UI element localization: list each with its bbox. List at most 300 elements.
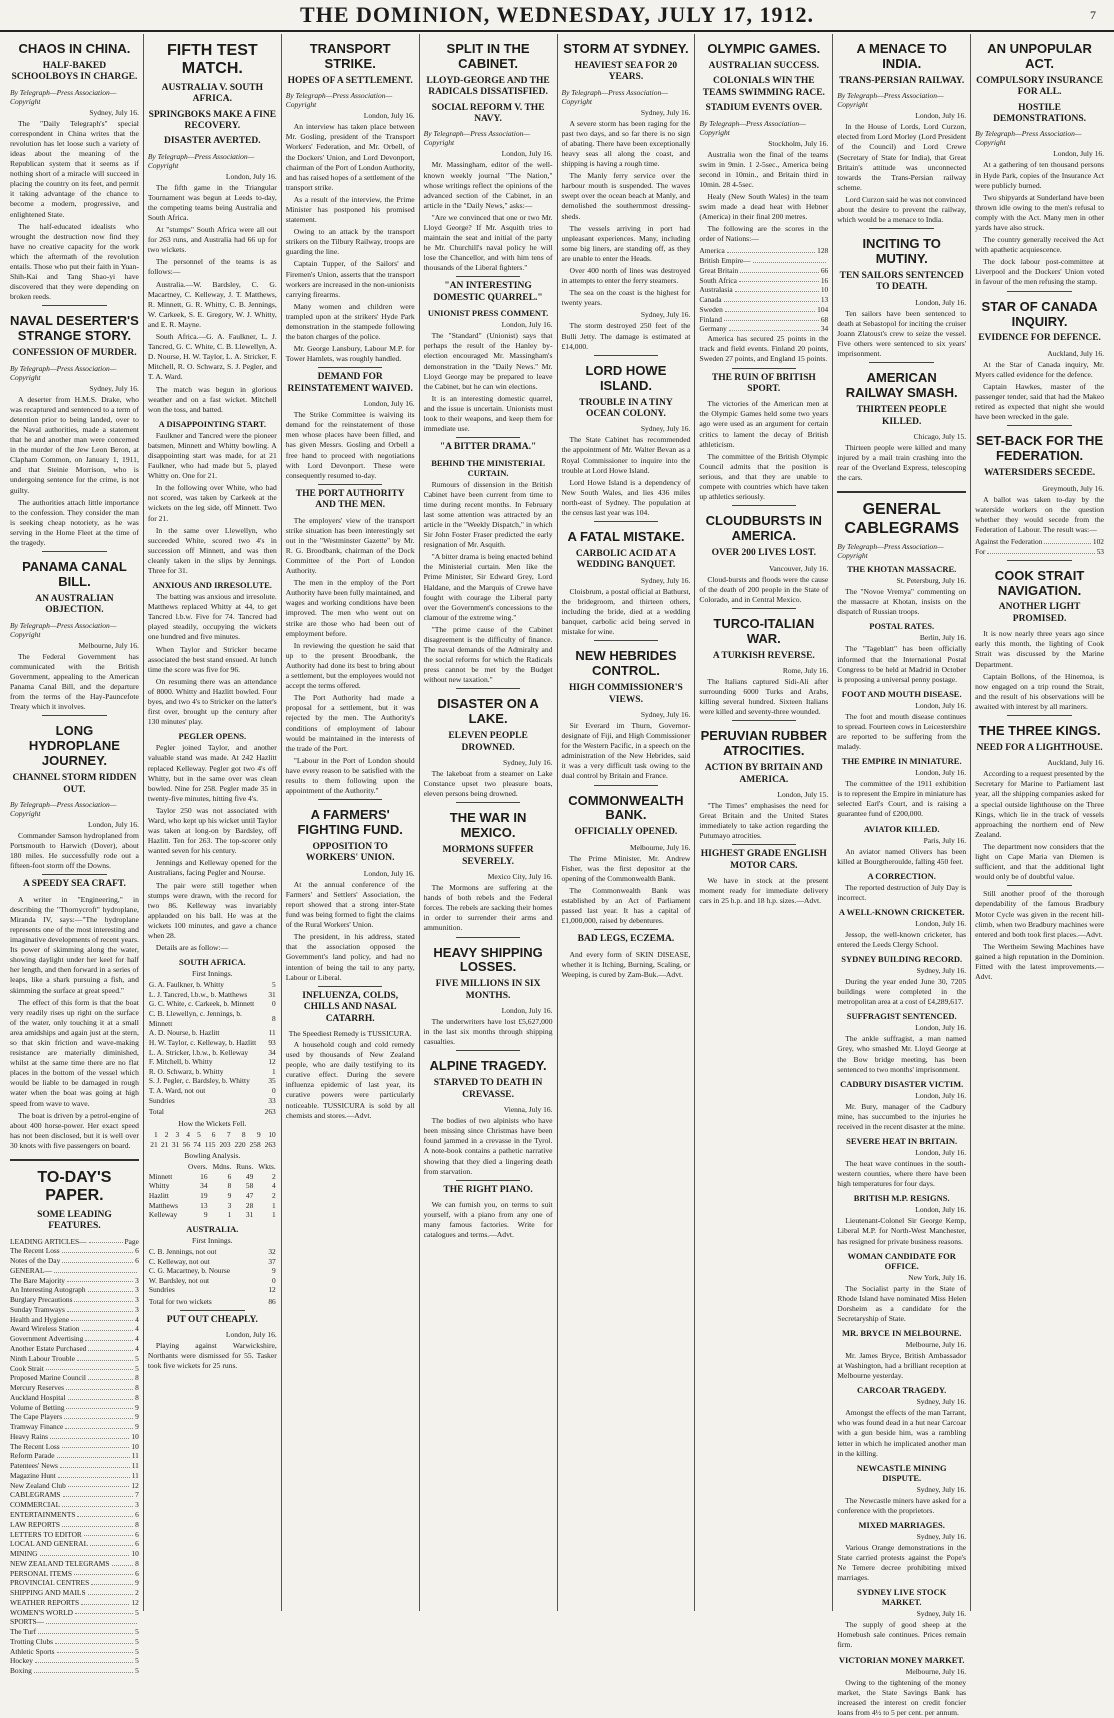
bowling-figure: 58 bbox=[245, 1181, 254, 1191]
item-label: Finland bbox=[699, 314, 722, 324]
section-subhead: PEGLER OPENS. bbox=[178, 731, 247, 742]
wicket-number: 4 bbox=[186, 1129, 190, 1139]
paragraph: The men in the employ of the Port Authority have been fully maintained, and wages and working conditions have been improved. The men who went out on strike are those who had been out of employment before. bbox=[285, 578, 415, 638]
page-number: 7 bbox=[1090, 7, 1096, 22]
subheadline: COMPULSORY INSURANCE FOR ALL. bbox=[976, 75, 1103, 98]
paragraph: The country generally received the Act with apathetic acquiescence. bbox=[975, 235, 1104, 255]
divider bbox=[318, 367, 382, 368]
bowler-name: Whitty bbox=[148, 1181, 170, 1191]
item-label: America bbox=[699, 246, 725, 256]
item-label: LEADING ARTICLES— bbox=[10, 1236, 87, 1246]
subheadline: CONFESSION OF MURDER. bbox=[12, 348, 137, 359]
bowling-figure: 2 bbox=[272, 1191, 276, 1201]
section-subhead: SUFFRAGIST SENTENCED. bbox=[846, 1011, 957, 1022]
divider bbox=[732, 368, 796, 369]
wicket-number: 8 bbox=[241, 1129, 246, 1139]
paragraph: It is an interesting domestic quarrel, and the issue is uncertain. Unionists must look to their weapons, and keep them for immediate use. bbox=[423, 393, 553, 434]
item-label: Hockey bbox=[10, 1656, 33, 1666]
advert-heading: INFLUENZA, COLDS, CHILLS AND NASAL CATARRH. bbox=[302, 990, 399, 1024]
bowling-figure: 47 bbox=[245, 1191, 254, 1201]
table-row bbox=[148, 1201, 277, 1211]
table-row bbox=[148, 1210, 277, 1220]
table-row bbox=[148, 980, 277, 990]
paragraph: The foot and mouth disease continues to spread. Fourteen cows in Leicestershire are reported to be suffering from the malady. bbox=[837, 711, 967, 752]
paragraph: The Federal Government has communicated with the British Government, appealing to the American Panama Canal Bill, and the departure from the terms of the Hay-Pauncefote Treaty which it involves. bbox=[10, 651, 139, 712]
paragraph: The "Standard" (Unionist) says that perhaps the result of the Hanley by-election encouraged Mr. Massingham's demonstration in the "Daily News." Mr. Lloyd George may be prepared to leave the Cabinet, but he can win elections. bbox=[423, 331, 553, 391]
divider bbox=[456, 688, 520, 689]
item-value: 66 bbox=[820, 265, 829, 275]
dateline: London, July 16. bbox=[88, 819, 139, 829]
divider bbox=[732, 844, 796, 845]
paragraph: The employers' view of the transport strike situation has been interestingly set out in the "Westminster Gazette" by Mr. R. G. Broodbank, chairman of the Dock Committee of the Port of London Authority. bbox=[285, 515, 415, 576]
divider bbox=[456, 1180, 520, 1181]
section-subhead: WOMAN CANDIDATE FOR OFFICE. bbox=[847, 1250, 956, 1271]
paragraph: "The prime cause of the Cabinet disagreement is the difficulty of finance. The naval demands of the Admiralty and the social reforms for which the Radicals press cannot be met by the Budget without new taxation." bbox=[423, 624, 553, 685]
batsman-name: L. J. Tancred, l.b.w., b. Matthews bbox=[148, 989, 248, 999]
bowling-figure: 49 bbox=[245, 1171, 254, 1181]
subheadline: NEED FOR A LIGHTHOUSE. bbox=[976, 742, 1103, 753]
divider bbox=[456, 437, 520, 438]
total-label: Total bbox=[148, 1107, 164, 1117]
section-subhead: SYDNEY BUILDING RECORD. bbox=[841, 954, 963, 965]
paragraph: The following are the scores in the order of Nations:— bbox=[699, 224, 829, 244]
bowling-figure: 31 bbox=[245, 1210, 254, 1220]
item-label: Boxing bbox=[10, 1666, 32, 1676]
item-value: 4 bbox=[135, 1314, 139, 1324]
leader-dots bbox=[74, 1295, 133, 1302]
bowler-name: Minnett bbox=[148, 1171, 173, 1181]
item-value: 128 bbox=[817, 246, 829, 256]
masthead bbox=[0, 0, 1114, 32]
leader-dots bbox=[88, 1373, 133, 1380]
list-item bbox=[699, 266, 828, 276]
headline: INCITING TO MUTINY. bbox=[862, 236, 941, 267]
leader-dots bbox=[84, 1530, 133, 1537]
item-value: 8 bbox=[135, 1383, 139, 1393]
paragraph: Lord Howe Island is a dependency of New South Wales, and lies 436 miles north-east of Sydney. The population at the census last year was 104. bbox=[561, 477, 691, 517]
paragraph: The Mormons are suffering at the hands of both rebels and the Federal forces. The rebels are sacking their homes in order to surrender their arms and ammunition. bbox=[423, 883, 553, 933]
paragraph: In the House of Lords, Lord Curzon, elected from Lord Morley (Lord President of the Council) and Lord Crewe (Secretary of State for India), that Great Britain's attitude was unconnected towards the Trans-Persian railway scheme. bbox=[837, 122, 967, 192]
leader-dots bbox=[90, 1539, 133, 1546]
leader-dots bbox=[74, 1569, 133, 1576]
dateline: London, July 16. bbox=[915, 1205, 967, 1215]
column-6 bbox=[695, 34, 833, 1611]
item-label: Award Wireless Station bbox=[10, 1324, 80, 1334]
leader-dots bbox=[740, 266, 819, 273]
item-label: PERSONAL ITEMS bbox=[10, 1568, 72, 1578]
headline: HEAVY SHIPPING LOSSES. bbox=[433, 944, 543, 975]
list-item bbox=[10, 1276, 139, 1286]
leader-dots bbox=[66, 1383, 133, 1390]
wicket-score: 258 bbox=[249, 1139, 261, 1149]
byline: By Telegraph—Press Association—Copyright bbox=[10, 87, 117, 106]
leader-dots bbox=[112, 1559, 134, 1566]
paragraph: The Manly ferry service over the harbour mouth is suspended. The waves swept over the ocean beach at Manly, and demolished the southernmost dressing-sheds. bbox=[561, 171, 691, 221]
leader-dots bbox=[46, 1617, 137, 1624]
paragraph: At the annual conference of the Farmers' and Settlers' Association, the report showed that a strong inter-State fund was being formed to fight the claims of the Rural Workers' Union. bbox=[285, 879, 415, 930]
dateline: London, July 16. bbox=[915, 1090, 967, 1100]
item-label: MINING bbox=[10, 1549, 38, 1559]
item-label: SPORTS— bbox=[10, 1617, 45, 1627]
headline: COOK STRAIT NAVIGATION. bbox=[994, 567, 1085, 598]
section-subhead: CARCOAR TRAGEDY. bbox=[857, 1385, 947, 1396]
batsman-name: G. A. Faulkner, b. Whitty bbox=[148, 980, 224, 990]
leader-dots bbox=[40, 1549, 130, 1556]
item-value: 7 bbox=[135, 1490, 139, 1500]
batsman-runs: 33 bbox=[268, 1095, 276, 1105]
item-label: Magazine Hunt bbox=[10, 1470, 56, 1480]
paragraph: Sir Everard im Thurn, Governor-designate of Fiji, and High Commissioner for the Western Pacific, in a speech on the administration of the New Hebrides, said it was a very difficult task owing to the dual control by Britain and France. bbox=[561, 720, 691, 781]
wicket-score: 74 bbox=[193, 1139, 201, 1149]
batsman-runs: 12 bbox=[268, 1057, 276, 1067]
paragraph: The bodies of two alpinists who have been missing since Christmas have been found jammed in a crevasse in the Tyrol. A note-book contains a pathetic narrative showing that they died a lingering death from starvation. bbox=[423, 1116, 553, 1176]
headline: TURCO-ITALIAN WAR. bbox=[713, 615, 815, 646]
paragraph: Lieutenant-Colonel Sir George Kemp, Liberal M.P. for North-West Manchester, has resigned for private business reasons. bbox=[837, 1216, 967, 1246]
header-cell bbox=[148, 1162, 184, 1172]
leader-dots bbox=[88, 1344, 133, 1351]
column-5 bbox=[558, 34, 696, 1611]
ballot-result bbox=[975, 537, 1104, 557]
item-label: ENTERTAINMENTS bbox=[10, 1510, 76, 1519]
column-1 bbox=[6, 34, 144, 1676]
batsman-runs: 32 bbox=[268, 1246, 276, 1256]
subheadline: COLONIALS WIN THE TEAMS SWIMMING RACE. bbox=[702, 76, 825, 98]
batsman-name: C. G. Macartney, b. Nourse bbox=[148, 1266, 231, 1276]
leader-dots bbox=[66, 1403, 133, 1410]
list-item bbox=[10, 1432, 139, 1442]
item-value: 11 bbox=[131, 1470, 139, 1480]
scorecard-australia bbox=[148, 1247, 277, 1295]
divider bbox=[42, 874, 106, 875]
bowling-figure: 2 bbox=[272, 1171, 276, 1181]
paragraph: The Prime Minister, Mr. Andrew Fisher, was the first depositor at the opening of the Commonwealth Bank. bbox=[561, 853, 691, 883]
list-item bbox=[10, 1500, 139, 1510]
item-value: 5 bbox=[135, 1646, 139, 1656]
section-subhead: VICTORIAN MONEY MARKET. bbox=[838, 1654, 965, 1665]
table-row bbox=[148, 1067, 277, 1077]
paragraph: South Africa.—G. A. Faulkner, L. J. Tancred, G. C. White, C. B. Llewellyn, A. D. Nourse, H. W. Taylor, L. A. Stricker, F. Mitchell, R. O. Schwarz, S. J. Pegler, and T. A. Ward. bbox=[147, 332, 277, 382]
subheadline: CHANNEL STORM RIDDEN OUT. bbox=[12, 773, 137, 795]
table-row bbox=[148, 1285, 277, 1295]
divider bbox=[594, 521, 658, 522]
item-value: 6 bbox=[135, 1539, 139, 1549]
paragraph: The Port Authority had made a proposal for a settlement, but it was rejected by the men. The Authority's conditions of employment of labour would be maintained in the interests of the trade of the Port. bbox=[285, 693, 415, 753]
batsman-runs: 93 bbox=[268, 1037, 276, 1047]
wicket-score: 115 bbox=[204, 1139, 216, 1149]
headline: SET-BACK FOR THE FEDERATION. bbox=[976, 433, 1104, 464]
leader-dots bbox=[62, 1520, 133, 1527]
item-label: Ninth Labour Trouble bbox=[10, 1353, 75, 1363]
section-subhead: POSTAL RATES. bbox=[869, 621, 935, 632]
item-value: 5 bbox=[135, 1666, 139, 1676]
batsman-name: Sundries bbox=[148, 1095, 175, 1105]
wicket-number: 3 bbox=[175, 1129, 180, 1139]
paragraph: Faulkner and Tancred were the pioneer batsmen, Minnett and Whitty bowling. A disappointing start was made, for at 21 Faulkner, who had made but 5, played Whitty on. One for 21. bbox=[147, 430, 277, 481]
batsman-runs: 31 bbox=[268, 989, 276, 999]
item-value: 102 bbox=[1092, 537, 1104, 547]
paragraph: The president, in his address, stated that the association opposed the Government's land policy, and had no intention of being the tail to any party, Labour or Liberal. bbox=[285, 932, 415, 982]
paragraph: Jennings and Kelleway opened for the Australians, facing Pegler and Nourse. bbox=[147, 858, 277, 878]
paragraph: Various Orange demonstrations in the State carried protests against the Pope's Ne Temere decree prohibiting mixed marriages. bbox=[837, 1542, 967, 1583]
dateline: London, July 16. bbox=[225, 171, 277, 181]
batsman-runs: 9 bbox=[272, 1266, 276, 1276]
table-row bbox=[148, 1076, 277, 1086]
paragraph: During the year ended June 30, 7205 buildings were completed in the metropolitan area at a cost of £4,289,617. bbox=[837, 977, 967, 1007]
advert-heading: THE RIGHT PIANO. bbox=[443, 1184, 533, 1195]
subheadline: SOME LEADING FEATURES. bbox=[37, 1209, 112, 1232]
column-2 bbox=[144, 34, 282, 1611]
list-item bbox=[10, 1246, 139, 1256]
paragraph: The "Tageblatt" has been officially informed that the International Postal Congress to be held at Madrid in October is proposing a universal penny postage. bbox=[837, 644, 967, 684]
item-value: 4 bbox=[135, 1334, 139, 1344]
dateline: Rome, July 16. bbox=[782, 666, 829, 676]
team-heading: AUSTRALIA. bbox=[186, 1223, 239, 1234]
subheadline: PUT OUT CHEAPLY. bbox=[166, 1314, 258, 1325]
subheadline: HALF-BAKED SCHOOLBOYS IN CHARGE. bbox=[11, 60, 138, 83]
paragraph: "The Times" emphasises the need for Great Britain and the United States immediately to take action regarding the Putumayo atrocities. bbox=[699, 801, 829, 841]
item-value: 11 bbox=[131, 1451, 139, 1461]
item-value: 2 bbox=[135, 1588, 139, 1598]
list-item bbox=[10, 1559, 139, 1569]
paragraph: Mr. Massingham, editor of the well-known weekly journal "The Nation," whose writings reflect the opinions of the advanced section of the Cabinet, in an article in the "Daily News," asks:— bbox=[423, 160, 553, 210]
item-label: The Turf bbox=[10, 1627, 37, 1637]
paragraph: At a gathering of ten thousand persons in Hyde Park, copies of the Insurance Act were publicly burned. bbox=[975, 160, 1104, 190]
headline: PERUVIAN RUBBER ATROCITIES. bbox=[700, 728, 828, 759]
batsman-name: A. D. Nourse, b. Hazlitt bbox=[148, 1028, 220, 1038]
subheadline: CARBOLIC ACID AT A WEDDING BANQUET. bbox=[575, 549, 677, 571]
list-item bbox=[975, 547, 1104, 557]
headline: THE WAR IN MEXICO. bbox=[449, 810, 527, 841]
list-item bbox=[10, 1637, 139, 1647]
batsman-name: R. O. Schwarz, b. Whitty bbox=[148, 1066, 224, 1076]
dateline: Melbourne, July 16. bbox=[905, 1666, 967, 1676]
table-row bbox=[148, 990, 277, 1000]
item-label: COMMERCIAL bbox=[10, 1500, 61, 1510]
headline: STAR OF CANADA INQUIRY. bbox=[981, 298, 1098, 329]
section-subhead: THE EMPIRE IN MINIATURE. bbox=[841, 756, 962, 767]
subheadline: ANOTHER LIGHT PROMISED. bbox=[998, 602, 1081, 624]
item-label: CABLEGRAMS bbox=[10, 1490, 61, 1500]
scorecard-south-africa bbox=[148, 980, 277, 1105]
section-subhead: BRITISH M.P. RESIGNS. bbox=[853, 1193, 950, 1204]
item-label: Reform Parade bbox=[10, 1451, 55, 1461]
item-label: PROVINCIAL CENTRES bbox=[10, 1578, 90, 1588]
paragraph: The pair were still together when stumps were drawn, with the record for two 86. Kelleway was invariably applauded on his ball. He was at the wickets 100 minutes, and gave a chance when 28. bbox=[147, 880, 277, 941]
leader-dots bbox=[729, 324, 819, 331]
list-item bbox=[10, 1393, 139, 1403]
leader-dots bbox=[60, 1461, 130, 1468]
paragraph: Owing to an attack by the transport strikers on the Tilbury Railway, troops are guarding the line. bbox=[285, 227, 415, 257]
divider bbox=[180, 1310, 244, 1311]
item-value: 3 bbox=[135, 1295, 139, 1305]
headline: AMERICAN RAILWAY SMASH. bbox=[845, 370, 958, 401]
innings-label: First Innings. bbox=[192, 969, 233, 979]
headline: OLYMPIC GAMES. bbox=[707, 41, 821, 56]
header-cell: Mdns. bbox=[212, 1162, 232, 1172]
item-value: 9 bbox=[135, 1578, 139, 1588]
leader-dots bbox=[724, 295, 819, 302]
total-label: Total for two wickets bbox=[148, 1297, 212, 1307]
paragraph: Details are as follow:— bbox=[155, 943, 229, 953]
table-row bbox=[148, 1130, 277, 1140]
leader-dots bbox=[63, 1490, 134, 1497]
item-value: 4 bbox=[135, 1324, 139, 1334]
item-value: 6 bbox=[135, 1568, 139, 1578]
dateline: Sydney, July 16. bbox=[916, 1397, 967, 1407]
paragraph: The lakeboat from a steamer on Lake Constance upset two pleasure boats, eleven persons being drowned. bbox=[423, 769, 553, 799]
paragraph: It is now nearly three years ago since early this month, the lighting of Cook Strait was discussed by the Marine Department. bbox=[975, 629, 1104, 669]
leader-dots bbox=[88, 1285, 134, 1292]
list-item bbox=[975, 537, 1104, 547]
dateline: London, July 16. bbox=[1053, 149, 1104, 159]
subheadline: SOCIAL REFORM V. THE NAVY. bbox=[431, 102, 545, 125]
divider bbox=[732, 608, 796, 609]
wicket-number: 9 bbox=[256, 1129, 261, 1139]
dateline: London, July 16. bbox=[915, 111, 967, 121]
list-item bbox=[10, 1422, 139, 1432]
dateline: London, July 16. bbox=[501, 1006, 553, 1016]
divider bbox=[594, 640, 658, 641]
headline: FIFTH TEST MATCH. bbox=[166, 42, 258, 78]
leader-dots bbox=[62, 1442, 130, 1449]
list-item bbox=[10, 1324, 139, 1334]
bowling-figure: 4 bbox=[272, 1181, 276, 1191]
dateline: Vancouver, July 16. bbox=[768, 563, 829, 573]
item-label: New Zealand Club bbox=[10, 1480, 66, 1490]
item-value: 9 bbox=[135, 1422, 139, 1432]
subheadline: HEAVIEST SEA FOR 20 YEARS. bbox=[574, 60, 678, 83]
leader-dots bbox=[727, 246, 815, 253]
divider bbox=[456, 937, 520, 938]
masthead-title: THE DOMINION, WEDNESDAY, JULY 17, 1912. bbox=[300, 2, 814, 27]
item-label: Tramway Finance bbox=[10, 1422, 64, 1432]
subheadline: LLOYD-GEORGE AND THE RADICALS DISSATISFIED. bbox=[426, 75, 550, 98]
item-label: The Cape Players bbox=[10, 1412, 63, 1422]
subheadline: STADIUM EVENTS OVER. bbox=[705, 103, 823, 114]
divider bbox=[1007, 291, 1071, 292]
paragraph: The "Daily Telegraph's" special correspondent in China writes that the revolution has let loose such a variety of ideas about the meaning of the Republican system that it seems as if nothing short of a miracle will succeed in placing the country on its feet, and permit it taking advantage of the chance to become a modern, progressive, and enlightened State. bbox=[10, 118, 139, 219]
item-value: 53 bbox=[1096, 546, 1104, 556]
item-value: 12 bbox=[131, 1597, 139, 1607]
dateline: London, July 16. bbox=[501, 149, 553, 159]
paragraph: The batting was anxious and irresolute. Matthews replaced Whitty at 44, to get Tancred l.b.w. Five for 74. Tancred had played steadily, occupying the wickets one hundred and five minutes. bbox=[147, 592, 277, 642]
list-item bbox=[10, 1578, 139, 1588]
paragraph: The State Cabinet has recommended the appointment of Mr. Walter Bevan as a Royal Commissioner to inquire into the trouble at Lord Howe Island. bbox=[561, 435, 691, 475]
list-item bbox=[10, 1520, 139, 1530]
item-value: 12 bbox=[131, 1480, 139, 1490]
dateline: Sydney, July 16. bbox=[640, 310, 691, 320]
divider bbox=[837, 491, 966, 493]
dateline: Sydney, July 16. bbox=[89, 107, 139, 117]
headline: SPLIT IN THE CABINET. bbox=[446, 41, 530, 71]
byline: By Telegraph—Press Association—Copyright bbox=[423, 129, 531, 148]
subheadline: A SPEEDY SEA CRAFT. bbox=[22, 879, 126, 890]
item-label: NEW ZEALAND TELEGRAMS bbox=[10, 1558, 110, 1568]
leader-dots bbox=[58, 1471, 130, 1478]
table-row bbox=[148, 1048, 277, 1058]
divider bbox=[1007, 715, 1071, 716]
total-value: 263 bbox=[264, 1107, 276, 1117]
column-4 bbox=[420, 34, 558, 1611]
dateline: Auckland, July 16. bbox=[1047, 758, 1104, 768]
divider bbox=[732, 720, 796, 721]
paragraph: A deserter from H.M.S. Drake, who was recaptured and sentenced to a term of detention prior to being landed, over to the Naval authorities, made a statement that he and another man were concerned in the murder of the Jew Leon Beron, at Clapham Common, on January 1, 1911, and that Steinie Morrison, who is undergoing sentence for the crime, is not guilty. bbox=[10, 394, 139, 495]
item-value: 5 bbox=[135, 1607, 139, 1617]
dateline: Sydney, July 16. bbox=[640, 709, 691, 719]
subheadline: FIVE MILLIONS IN SIX MONTHS. bbox=[435, 979, 541, 1001]
bowling-figure: 19 bbox=[200, 1191, 208, 1201]
list-item bbox=[10, 1666, 139, 1676]
section-subhead: FOOT AND MOUTH DISEASE. bbox=[841, 688, 962, 699]
paragraph: Mr. Bury, manager of the Cadbury mine, has succumbed to the injuries he received in the recent disaster at the mine. bbox=[837, 1101, 967, 1131]
paragraph: The "Novoe Vremya" commenting on the massacre at Khotan, insists on the dispatch of Russian troops. bbox=[837, 587, 967, 617]
list-item bbox=[10, 1383, 139, 1393]
headline: GENERAL CABLEGRAMS bbox=[844, 501, 960, 537]
headline: PANAMA CANAL BILL. bbox=[22, 559, 127, 590]
wicket-number: 7 bbox=[226, 1129, 231, 1139]
table-row bbox=[148, 1057, 277, 1067]
table-row bbox=[148, 1276, 277, 1286]
headline: DISASTER ON A LAKE. bbox=[437, 696, 539, 727]
batsman-name: S. J. Pegler, c. Bardsley, b. Whitty bbox=[148, 1076, 250, 1086]
wicket-number: 2 bbox=[164, 1129, 169, 1139]
team-heading: SOUTH AFRICA. bbox=[179, 957, 246, 968]
leader-dots bbox=[50, 1432, 130, 1439]
subheadline: OFFICIALLY OPENED. bbox=[574, 827, 678, 838]
leader-dots bbox=[57, 1647, 134, 1654]
byline: By Telegraph—Press Association—Copyright bbox=[10, 620, 117, 639]
paragraph: According to a request presented by the Secretary for Marine to Parliament last year, all the shipping companies asked for a special outside lighthouse on the Three Kings, which lie in the track of vessels approaching the northern end of New Zealand. bbox=[975, 769, 1104, 839]
table-row bbox=[148, 1181, 277, 1191]
leader-dots bbox=[81, 1598, 129, 1605]
headline: LONG HYDROPLANE JOURNEY. bbox=[28, 723, 120, 769]
total-value: 86 bbox=[268, 1297, 276, 1307]
list-item bbox=[10, 1373, 139, 1383]
section-subhead: A CORRECTION. bbox=[867, 870, 936, 881]
item-label: Germany bbox=[699, 324, 727, 334]
item-label: Athletic Sports bbox=[10, 1646, 55, 1656]
paragraph: The authorities attach little importance to the confession. They consider the man is seeking cheap notoriety, as he was serving in the Home Fleet at the time of the tragedy. bbox=[10, 497, 139, 547]
dateline: Melbourne, July 16. bbox=[78, 640, 139, 650]
table-row bbox=[148, 1257, 277, 1267]
paragraph: Cloud-bursts and floods were the cause of the death of 200 people in the State of Colorado, and in Central Mexico. bbox=[699, 574, 829, 604]
advert-text: Still another proof of the thorough dependability of the famous Bradbury Motor Cycle was given in the recent hill-climb, when two Bradbury machines were entered and both took first places.—Advt. bbox=[975, 889, 1104, 939]
dateline: London, July 16. bbox=[915, 1148, 967, 1158]
list-item bbox=[699, 256, 828, 266]
dateline: Chicago, July 15. bbox=[913, 431, 967, 441]
list-item bbox=[10, 1510, 139, 1520]
item-value: 10 bbox=[131, 1431, 139, 1441]
item-label: Great Britain bbox=[699, 265, 739, 275]
list-item bbox=[10, 1354, 139, 1364]
item-label: WOMEN'S WORLD bbox=[10, 1607, 73, 1617]
item-label: Canada bbox=[699, 295, 722, 305]
section-subhead: SYDNEY LIVE STOCK MARKET. bbox=[857, 1587, 947, 1608]
table-row bbox=[148, 1028, 277, 1038]
dateline: London, July 16. bbox=[915, 768, 967, 778]
table-row bbox=[148, 1009, 277, 1028]
dateline: Sydney, July 16. bbox=[89, 383, 139, 393]
divider bbox=[318, 799, 382, 800]
paragraph: Playing against Warwickshire, Northants were dismissed for 55. Tasker took five wickets for 25 runs. bbox=[147, 1341, 277, 1371]
dateline: London, July 16. bbox=[225, 1330, 277, 1340]
dateline: Vienna, July 16. bbox=[503, 1105, 553, 1115]
dateline: Sydney, July 16. bbox=[640, 107, 691, 117]
list-item bbox=[10, 1530, 139, 1540]
dateline: Sydney, July 16. bbox=[916, 1484, 967, 1494]
subheadline: HIGH COMMISSIONER'S VIEWS. bbox=[569, 683, 683, 705]
item-label: Notes of the Day bbox=[10, 1256, 61, 1266]
